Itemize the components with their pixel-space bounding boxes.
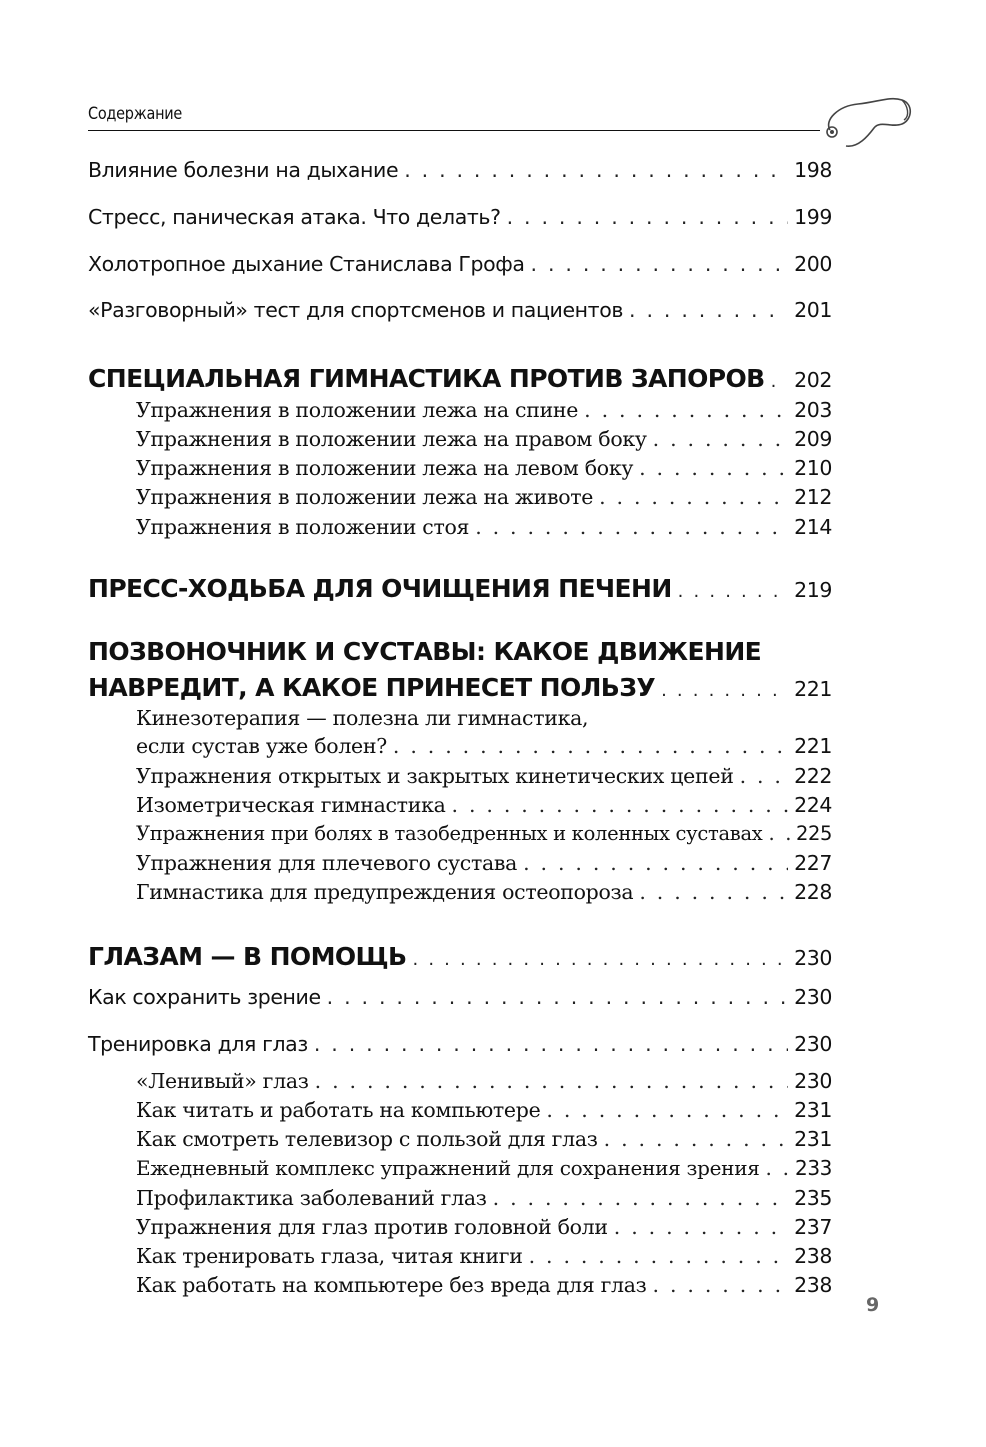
toc-subentry-title: Профилактика заболеваний глаз bbox=[136, 1186, 487, 1210]
dot-leader bbox=[327, 985, 788, 1009]
dot-leader bbox=[766, 1156, 789, 1180]
dot-leader bbox=[639, 456, 788, 480]
toc-subentry[interactable] bbox=[136, 793, 832, 817]
toc-entry[interactable] bbox=[88, 158, 832, 182]
toc-subentry[interactable] bbox=[136, 1244, 832, 1268]
dot-leader bbox=[523, 851, 788, 875]
toc-chapter-title: ПРЕСС-ХОДЬБА ДЛЯ ОЧИЩЕНИЯ ПЕЧЕНИ bbox=[88, 574, 672, 603]
toc-subentry-title-line1: Кинезотерапия — полезна ли гимнастика, bbox=[136, 706, 589, 730]
toc-entry-page: 237 bbox=[794, 1215, 832, 1239]
toc-entry-page: 203 bbox=[794, 398, 832, 422]
toc-entry-page: 233 bbox=[795, 1156, 832, 1180]
toc-entry-page: 225 bbox=[795, 822, 832, 845]
toc-entry-title: Холотропное дыхание Станислава Грофа bbox=[88, 252, 525, 276]
dot-leader bbox=[507, 205, 788, 229]
toc-subentry[interactable] bbox=[136, 427, 832, 451]
toc-entry-page: 228 bbox=[794, 880, 832, 904]
dot-leader bbox=[604, 1127, 788, 1151]
toc-subentry-title: Упражнения в положении лежа на животе bbox=[136, 485, 594, 509]
toc-chapter-title-line1: ПОЗВОНОЧНИК И СУСТАВЫ: КАКОЕ ДВИЖЕНИЕ bbox=[88, 637, 762, 666]
toc-subentry-title: Изометрическая гимнастика bbox=[136, 793, 446, 817]
toc-subentry[interactable] bbox=[136, 1098, 832, 1122]
toc-entry-page: 231 bbox=[794, 1098, 832, 1122]
dot-leader bbox=[546, 1098, 788, 1122]
toc-subentry[interactable] bbox=[136, 1273, 832, 1297]
toc-entry-page: 202 bbox=[794, 368, 832, 392]
dot-leader bbox=[413, 949, 789, 970]
toc-entry-page: 230 bbox=[794, 1032, 832, 1056]
toc-entry-title: Как сохранить зрение bbox=[88, 985, 321, 1009]
toc-entry-page: 222 bbox=[794, 764, 832, 788]
toc-entry-page: 227 bbox=[794, 851, 832, 875]
toc-chapter-title: ГЛАЗАМ — В ПОМОЩЬ bbox=[88, 942, 407, 971]
toc-entry-page: 230 bbox=[794, 985, 832, 1009]
toc-entry-page: 209 bbox=[794, 427, 832, 451]
toc-entry-page: 214 bbox=[794, 515, 832, 539]
toc-subentry-title: Упражнения для плечевого сустава bbox=[136, 851, 518, 875]
toc-entry[interactable] bbox=[88, 252, 832, 276]
toc-entry-page: 219 bbox=[794, 578, 832, 602]
toc-subentry-title: Как смотреть телевизор с пользой для глаз bbox=[136, 1127, 598, 1151]
toc-chapter-title: НАВРЕДИТ, А КАКОЕ ПРИНЕСЕТ ПОЛЬЗУ bbox=[88, 673, 656, 702]
toc-entry-page: 201 bbox=[794, 298, 832, 322]
dot-leader bbox=[771, 371, 788, 392]
toc-subentry-title: Упражнения открытых и закрытых кинетических цепей bbox=[136, 764, 734, 788]
toc-entry-page: 221 bbox=[794, 734, 832, 758]
dot-leader bbox=[599, 485, 788, 509]
dot-leader bbox=[529, 1244, 788, 1268]
toc-subentry-title: Упражнения для глаз против головной боли bbox=[136, 1215, 608, 1239]
toc-entry-page: 238 bbox=[794, 1273, 832, 1297]
dot-leader bbox=[493, 1186, 788, 1210]
toc-subentry[interactable] bbox=[136, 851, 832, 875]
toc-subentry[interactable] bbox=[136, 456, 832, 480]
toc-entry-title: Тренировка для глаз bbox=[88, 1032, 308, 1056]
toc-subentry-title: Упражнения в положении лежа на левом боку bbox=[136, 456, 634, 480]
dot-leader bbox=[314, 1032, 788, 1056]
toc-entry-page: 210 bbox=[794, 456, 832, 480]
toc-subentry-title: если сустав уже болен? bbox=[136, 734, 387, 758]
dot-leader bbox=[661, 680, 788, 701]
dot-leader bbox=[475, 515, 788, 539]
toc-subentry-title: Ежедневный комплекс упражнений для сохранения зрения bbox=[136, 1156, 760, 1180]
toc-entry-page: 231 bbox=[794, 1127, 832, 1151]
dot-leader bbox=[639, 880, 788, 904]
toc-entry-title: Стресс, паническая атака. Что делать? bbox=[88, 205, 501, 229]
dot-leader bbox=[393, 734, 788, 758]
toc-entry[interactable] bbox=[88, 205, 832, 229]
dot-leader bbox=[315, 1069, 788, 1093]
toc-entry-title: «Разговорный» тест для спортсменов и пациентов bbox=[88, 298, 624, 322]
toc-chapter-title: СПЕЦИАЛЬНАЯ ГИМНАСТИКА ПРОТИВ ЗАПОРОВ bbox=[88, 364, 765, 393]
toc-entry-page: 238 bbox=[794, 1244, 832, 1268]
toc-entry-page: 224 bbox=[794, 793, 832, 817]
toc-entry-page: 221 bbox=[794, 677, 832, 701]
toc-entry-page: 230 bbox=[794, 946, 832, 970]
toc-entry[interactable] bbox=[88, 1032, 832, 1056]
toc-subentry[interactable] bbox=[136, 1127, 832, 1151]
toc-subentry[interactable] bbox=[136, 1215, 832, 1239]
toc-subentry-title: Упражнения в положении стоя bbox=[136, 515, 470, 539]
toc-subentry-title: Гимнастика для предупреждения остеопороза bbox=[136, 880, 634, 904]
toc-subentry[interactable] bbox=[136, 1156, 832, 1180]
toc-chapter[interactable] bbox=[88, 942, 832, 971]
dot-leader bbox=[404, 158, 788, 182]
dot-leader bbox=[452, 793, 789, 817]
dot-leader bbox=[531, 252, 789, 276]
dot-leader bbox=[768, 822, 789, 845]
toc-entry-page: 200 bbox=[794, 252, 832, 276]
toc-subentry-title: Как читать и работать на компьютере bbox=[136, 1098, 541, 1122]
toc-chapter[interactable] bbox=[88, 364, 832, 393]
dot-leader bbox=[678, 581, 788, 602]
page-number: 9 bbox=[866, 1294, 880, 1316]
toc-subentry[interactable] bbox=[136, 764, 832, 788]
toc-subentry-title: Как работать на компьютере без вреда для глаз bbox=[136, 1273, 647, 1297]
toc-subentry[interactable] bbox=[136, 485, 832, 509]
dot-leader bbox=[740, 764, 789, 788]
toc-subentry-title: Упражнения при болях в тазобедренных и коленных суставах bbox=[136, 822, 763, 845]
dot-leader bbox=[584, 398, 788, 422]
toc-entry-page: 235 bbox=[794, 1186, 832, 1210]
toc-subentry[interactable] bbox=[136, 398, 832, 422]
dot-leader bbox=[653, 1273, 789, 1297]
toc-entry-title: Влияние болезни на дыхание bbox=[88, 158, 399, 182]
dot-leader bbox=[629, 298, 788, 322]
toc-subentry-title: Как тренировать глаза, читая книги bbox=[136, 1244, 523, 1268]
toc-entry[interactable] bbox=[88, 985, 832, 1009]
toc-subentry-title: Упражнения в положении лежа на спине bbox=[136, 398, 579, 422]
toc-subentry[interactable] bbox=[136, 822, 832, 845]
toc-entry-page: 198 bbox=[794, 158, 832, 182]
toc-subentry-title: Упражнения в положении лежа на правом боку bbox=[136, 427, 647, 451]
toc-entry[interactable] bbox=[88, 298, 832, 322]
toc-subentry[interactable] bbox=[136, 734, 832, 758]
toc-subentry-title: «Ленивый» глаз bbox=[136, 1069, 309, 1093]
toc-chapter[interactable] bbox=[88, 574, 832, 603]
dot-leader bbox=[653, 427, 788, 451]
toc-subentry[interactable] bbox=[136, 880, 832, 904]
dot-leader bbox=[614, 1215, 788, 1239]
toc-entry-page: 230 bbox=[794, 1069, 832, 1093]
running-header: Содержание bbox=[88, 104, 183, 124]
toc-subentry[interactable] bbox=[136, 1186, 832, 1210]
toc-subentry[interactable] bbox=[136, 515, 832, 539]
toc-chapter[interactable] bbox=[88, 673, 832, 702]
toc-subentry[interactable] bbox=[136, 1069, 832, 1093]
toc-entry-page: 212 bbox=[794, 485, 832, 509]
toc-entry-page: 199 bbox=[794, 205, 832, 229]
